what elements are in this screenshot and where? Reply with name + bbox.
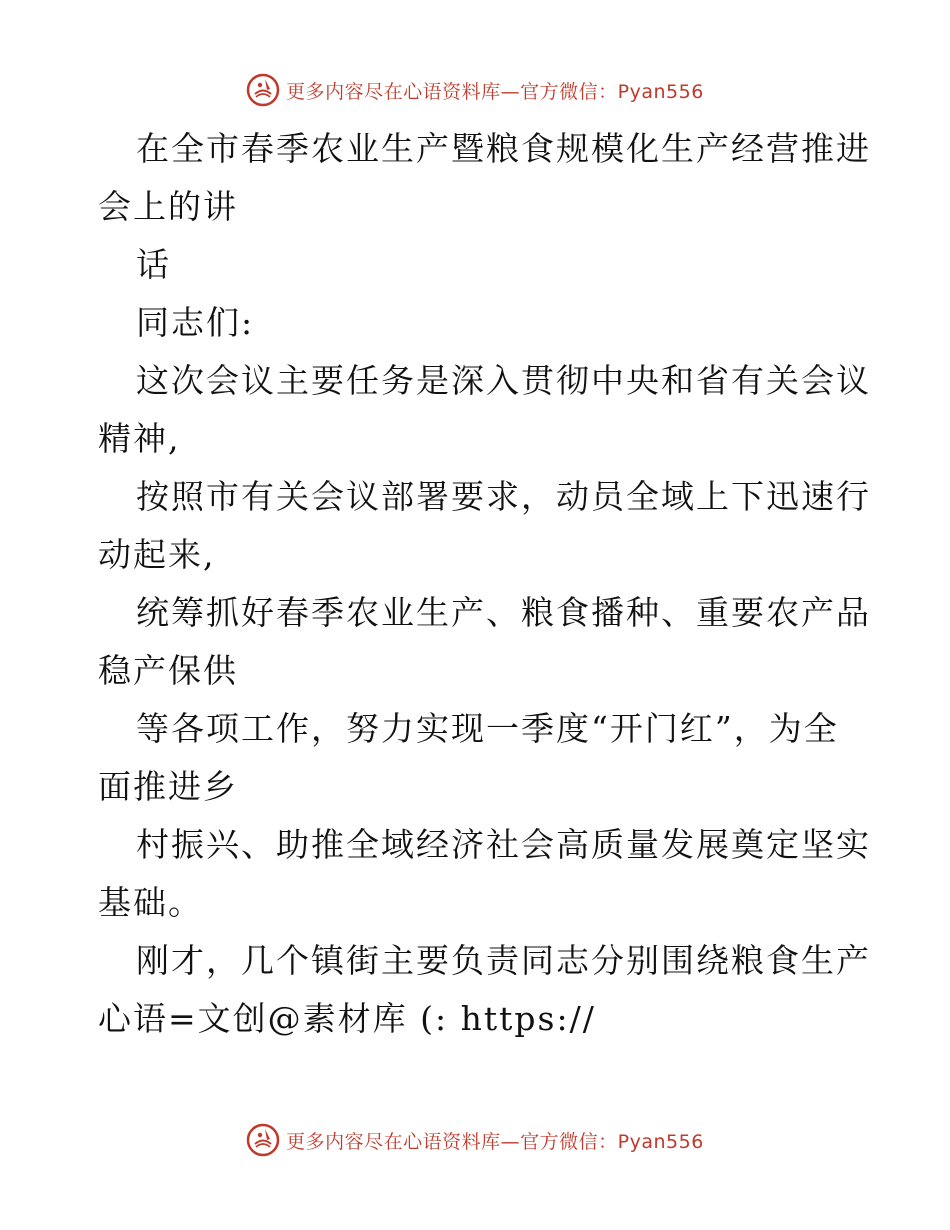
paragraph-line: 按照市有关会议部署要求，动员全域上下迅速行 (136, 477, 871, 516)
paragraph-line: 等各项工作，努力实现一季度“开门红”，为全 (136, 709, 839, 748)
salutation: 同志们: (136, 303, 255, 342)
document-body (98, 120, 871, 1048)
paragraph-line: 稳产保供 (98, 651, 238, 690)
book-pen-logo-icon (246, 73, 280, 107)
title-line-3: 话 (136, 245, 171, 284)
paragraph-line: 这次会议主要任务是深入贯彻中央和省有关会议 (136, 361, 871, 400)
title-line-2: 会上的讲 (98, 187, 238, 226)
book-pen-logo-icon (246, 1123, 280, 1157)
footer-banner[interactable] (0, 1120, 950, 1160)
paragraph-line: 基础。 (98, 883, 203, 922)
header-banner[interactable] (0, 70, 950, 110)
paragraph-line: 统筹抓好春季农业生产、粮食播种、重要农产品 (136, 593, 871, 632)
paragraph-line: 刚才，几个镇街主要负责同志分别围绕粮食生产 (136, 941, 871, 980)
paragraph-line: 精神, (98, 419, 181, 458)
header-banner-text[interactable]: 更多内容尽在心语资料库—官方微信：Pyan556 (286, 80, 704, 103)
watermark-line: 心语=文创@素材库 (: https:// (98, 999, 596, 1038)
footer-banner-text[interactable]: 更多内容尽在心语资料库—官方微信：Pyan556 (286, 1130, 704, 1153)
paragraph-line: 动起来, (98, 535, 216, 574)
paragraph-line: 面推进乡 (98, 767, 238, 806)
paragraph-line: 村振兴、助推全域经济社会高质量发展奠定坚实 (136, 825, 871, 864)
title-line-1: 在全市春季农业生产暨粮食规模化生产经营推进 (136, 129, 871, 168)
